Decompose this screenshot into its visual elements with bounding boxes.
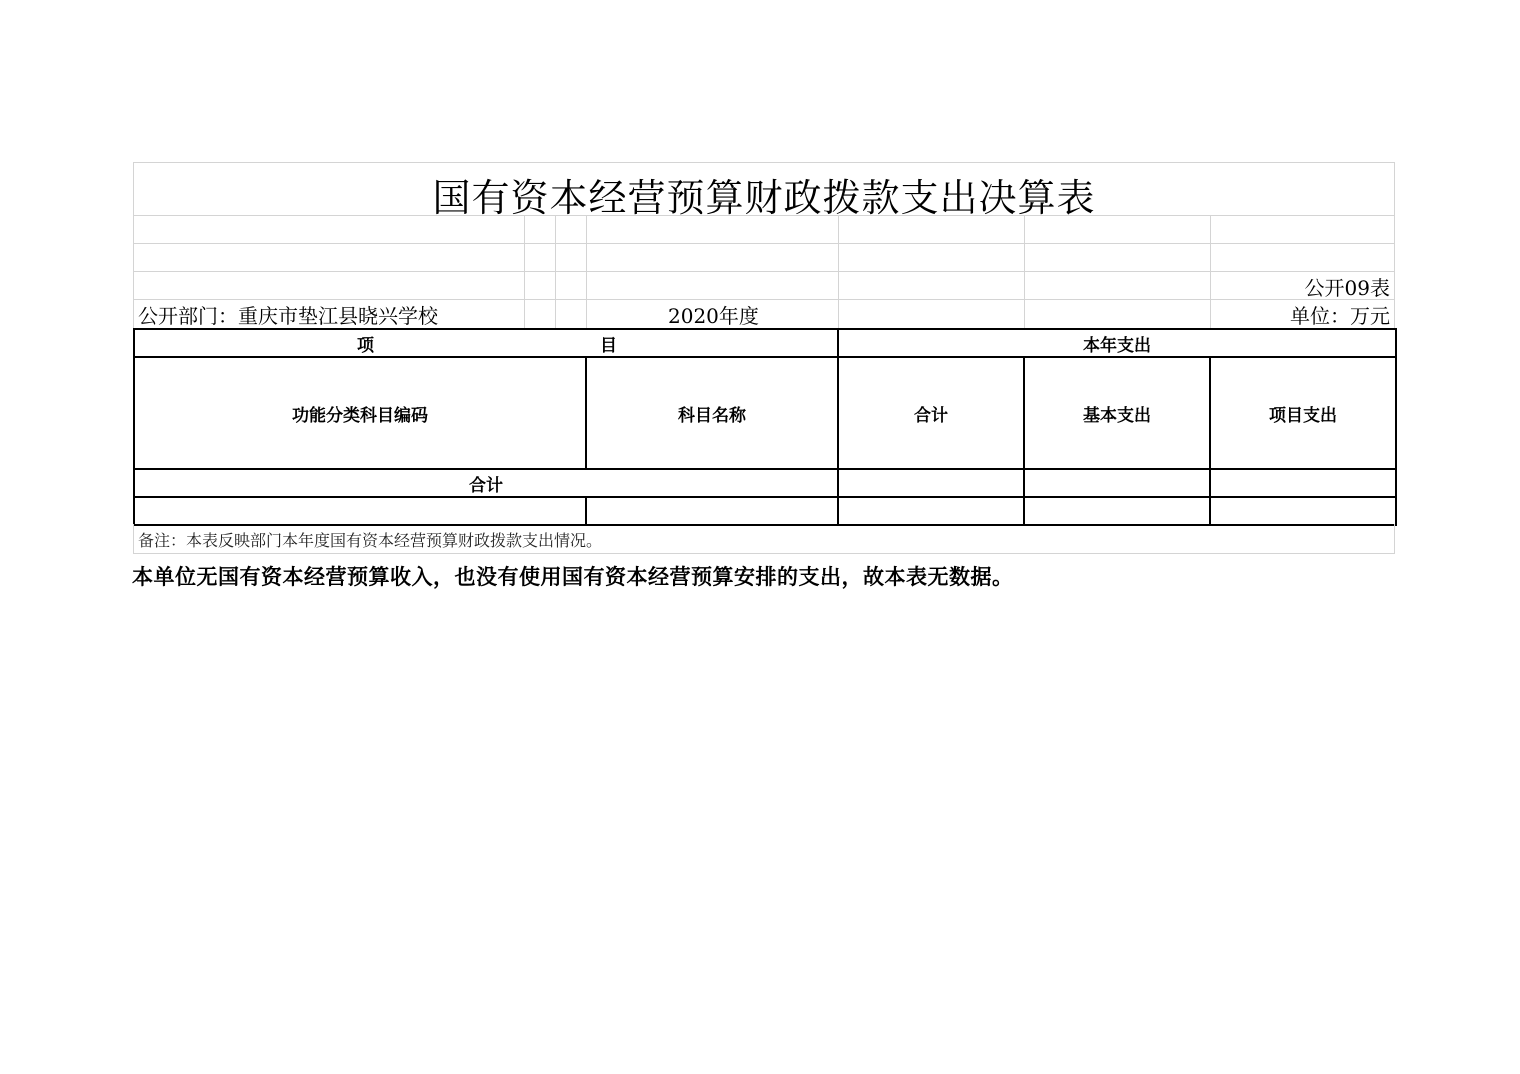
col-header-total: 合计: [838, 357, 1024, 469]
note-text: 备注：本表反映部门本年度国有资本经营预算财政拨款支出情况。: [138, 531, 603, 550]
row-project: [1210, 497, 1396, 525]
row-name: [586, 497, 838, 525]
total-row-label: 合计: [134, 469, 838, 497]
row-total: [838, 497, 1024, 525]
header-row-group: [134, 329, 1396, 357]
blank-row-2: [133, 244, 1395, 272]
info-row: [133, 300, 1395, 329]
header-item-cell: [134, 329, 838, 357]
col-header-code: 功能分类科目编码: [134, 357, 586, 469]
col-header-name: 科目名称: [586, 357, 838, 469]
unit-label: 单位：万元: [1290, 304, 1390, 328]
note-row: [133, 524, 1395, 554]
title-row: [133, 162, 1395, 220]
department-label: 公开部门：重庆市垫江县晓兴学校: [138, 304, 438, 328]
col-header-basic: 基本支出: [1024, 357, 1210, 469]
expenditure-table: [133, 328, 1397, 526]
header-item-left: 项: [357, 335, 374, 356]
total-row-total: [838, 469, 1024, 497]
total-row-basic: [1024, 469, 1210, 497]
blank-row-1: [133, 216, 1395, 244]
total-row-project: [1210, 469, 1396, 497]
form-number: 公开09表: [1304, 276, 1390, 300]
col-header-project: 项目支出: [1210, 357, 1396, 469]
header-current-year: 本年支出: [838, 329, 1396, 357]
row-code: [134, 497, 586, 525]
header-item-right: 目: [600, 335, 617, 356]
no-data-statement: 本单位无国有资本经营预算收入，也没有使用国有资本经营预算安排的支出，故本表无数据。: [132, 565, 1014, 589]
document-title: 国有资本经营预算财政拨款支出决算表: [432, 176, 1096, 220]
table-row: [134, 497, 1396, 525]
header-row-columns: [134, 357, 1396, 469]
row-basic: [1024, 497, 1210, 525]
year-label: 2020年度: [668, 304, 759, 328]
form-number-row: [133, 272, 1395, 300]
total-row: [134, 469, 1396, 497]
